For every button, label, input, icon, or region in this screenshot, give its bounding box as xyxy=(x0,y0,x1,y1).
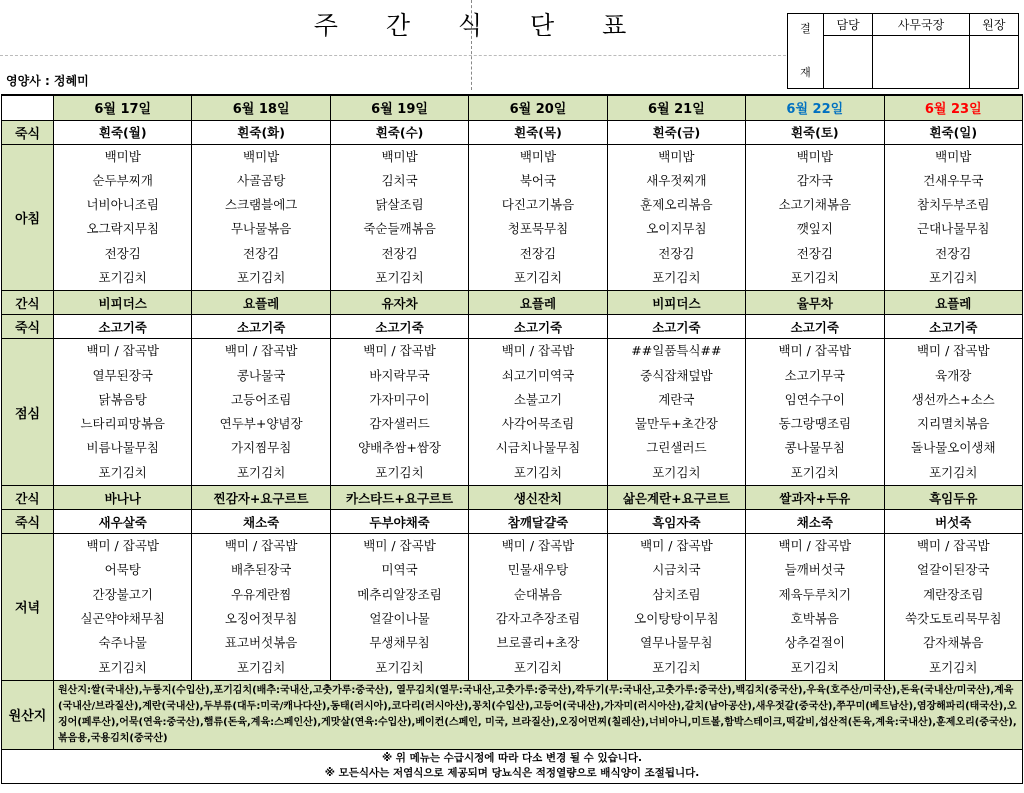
menu-item: 육개장 xyxy=(935,367,972,383)
meal-cell xyxy=(884,534,1022,681)
menu-item: 백미밥 xyxy=(796,148,833,164)
menu-item: 중식잡채덮밥 xyxy=(640,367,713,383)
menu-cell: 소고기죽 xyxy=(607,315,745,339)
menu-item: 쇠고기미역국 xyxy=(501,367,575,383)
menu-item: 전장김 xyxy=(243,245,280,261)
approval-sign-director[interactable] xyxy=(969,36,1018,89)
snack-cell: 흑임두유 xyxy=(884,486,1022,510)
approval-role-staff: 담당 xyxy=(824,14,873,36)
menu-item: 실곤약야채무침 xyxy=(80,610,165,626)
menu-item: 얼갈이된장국 xyxy=(917,562,990,578)
menu-item: 배추된장국 xyxy=(230,562,292,578)
note-line: ※ 모든식사는 저염식으로 제공되며 당뇨식은 적정열량으로 배식양이 조절됩니다. xyxy=(324,767,700,780)
menu-cell: 흰죽(수) xyxy=(330,120,468,144)
menu-item: 백미밥 xyxy=(658,148,695,164)
snack-cell: 유자차 xyxy=(330,291,468,315)
menu-item: 쑥갓도토리묵무침 xyxy=(904,610,1002,626)
menu-item: 느타리피망볶음 xyxy=(80,416,165,432)
menu-cell: 흰죽(금) xyxy=(607,120,745,144)
menu-item: 계란국 xyxy=(658,391,695,407)
menu-item: 포기김치 xyxy=(652,464,701,480)
day-header-saturday: 6월 22일 xyxy=(746,95,884,120)
meal-cell xyxy=(54,339,192,486)
breakfast-row xyxy=(2,144,1023,291)
menu-item: 생선까스+소스 xyxy=(911,391,995,407)
menu-item: 포기김치 xyxy=(236,659,286,675)
menu-item: 백미 / 잡곡밥 xyxy=(916,343,990,359)
notes-row xyxy=(2,749,1023,783)
menu-cell: 소고기죽 xyxy=(330,315,468,339)
menu-cell: 흰죽(토) xyxy=(746,120,884,144)
menu-item: 감자고추장조림 xyxy=(495,610,581,626)
menu-item: 콩나물무침 xyxy=(784,440,846,456)
origin-text: 원산지:쌀(국내산),누룽지(수입산),포기김치(배추:국내산,고춧가루:중국산), 열무김치(열무:국내산,고춧가루:중국산),깍두기(무:국내산,고춧가루:중국산),백김치(중국산),우육(호주산/미국산),돈육(국내산/미국산),계육(국내산/브라질산),계란(국내산),두부류(대두:미국/캐나다산),동태(러시아),코다리(러시아산),꽁치(수입산),고등어(국내산),가자미(러시아산),갈치(남아공산),새우젓갈(중국산),쭈꾸미(베트남산),염장해파리(태국산),오징어(페루산),어묵(연육:중국산),햄류(돈육,계육:스페인산),게맛살(연육:수입산),베이컨(스페인, 미국, 브라질산),오징어먼찌(칠레산),너비아니,미트볼,함박스테이크,떡갈비,섭산적(돈육,계육:국내산),훈제오리(중국산),볶음용,국용김치(중국산) xyxy=(54,680,1023,749)
menu-cell: 흑임자죽 xyxy=(607,510,745,534)
menu-item: 백미 / 잡곡밥 xyxy=(363,343,436,359)
menu-item: 얼갈이나물 xyxy=(369,610,430,626)
menu-item: 바지락무국 xyxy=(369,367,430,383)
meal-cell xyxy=(330,339,468,486)
snack-cell: 찐감자+요구르트 xyxy=(192,486,330,510)
lunch-porridge-row xyxy=(2,315,1023,339)
approval-sign-secretary[interactable] xyxy=(873,36,969,89)
meal-cell xyxy=(330,144,468,291)
menu-item: 청포묵무침 xyxy=(507,221,569,237)
corner-cell xyxy=(2,95,54,120)
menu-cell: 흰죽(화) xyxy=(192,120,330,144)
menu-item: 물만두+초간장 xyxy=(634,416,718,432)
day-header-sunday: 6월 23일 xyxy=(884,95,1022,120)
menu-item: 브로콜리+초장 xyxy=(496,635,580,651)
menu-item: 새우젓찌개 xyxy=(646,172,707,188)
menu-item: 스크램블에그 xyxy=(224,197,298,213)
menu-item: 백미 / 잡곡밥 xyxy=(363,538,436,554)
meal-cell xyxy=(607,534,745,681)
menu-item: 비름나물무침 xyxy=(86,440,159,456)
snack-cell: 비피더스 xyxy=(54,291,192,315)
menu-item: 동그랑땡조림 xyxy=(778,416,852,432)
row-label: 간식 xyxy=(2,291,54,315)
menu-cell: 참깨달걀죽 xyxy=(469,510,607,534)
notes-cell xyxy=(2,749,1023,783)
menu-item: 제육두루치기 xyxy=(778,586,852,602)
menu-item: 감자국 xyxy=(796,172,833,188)
menu-item: 전장김 xyxy=(381,245,418,261)
lunch-row xyxy=(2,339,1023,486)
menu-item: 포기김치 xyxy=(513,269,563,285)
menu-item: 미역국 xyxy=(381,562,418,578)
menu-item: 닭볶음탕 xyxy=(98,391,147,407)
menu-item: 백미 / 잡곡밥 xyxy=(86,538,159,554)
menu-item: 백미밥 xyxy=(935,148,972,164)
menu-item: 백미 / 잡곡밥 xyxy=(224,343,298,359)
menu-item: 포기김치 xyxy=(375,464,424,480)
menu-item: 사각어묵조림 xyxy=(501,416,575,432)
row-label: 죽식 xyxy=(2,510,54,534)
menu-item: 백미 / 잡곡밥 xyxy=(778,538,852,554)
menu-item: 백미 / 잡곡밥 xyxy=(501,343,575,359)
menu-item: 오징어젓무침 xyxy=(224,610,298,626)
meal-cell xyxy=(884,339,1022,486)
menu-item: 건새우무국 xyxy=(923,172,984,188)
menu-item: 백미밥 xyxy=(104,148,141,164)
menu-item: 포기김치 xyxy=(98,464,147,480)
menu-item: 포기김치 xyxy=(236,269,286,285)
note-line: ※ 위 메뉴는 수급시정에 따라 다소 변경 될 수 있습니다. xyxy=(381,752,643,765)
menu-item: 포기김치 xyxy=(375,659,424,675)
menu-item: 다진고기볶음 xyxy=(501,197,575,213)
menu-item: 훈제오리볶음 xyxy=(640,197,713,213)
menu-item: 포기김치 xyxy=(513,464,563,480)
menu-item: 백미 / 잡곡밥 xyxy=(501,538,575,554)
menu-item: 전장김 xyxy=(519,245,557,261)
menu-item: 상추겉절이 xyxy=(784,635,846,651)
meal-cell xyxy=(884,144,1022,291)
menu-item: 돌나물오이생채 xyxy=(911,440,996,456)
meal-cell xyxy=(746,534,884,681)
page-title: 주 간 식 단 표 xyxy=(313,11,647,40)
menu-item: 시금치나물무침 xyxy=(495,440,581,456)
menu-item: 숙주나물 xyxy=(98,635,147,651)
menu-item: 연두부+양념장 xyxy=(219,416,303,432)
menu-item: 김치국 xyxy=(381,172,418,188)
row-label: 죽식 xyxy=(2,120,54,144)
menu-item: 포기김치 xyxy=(652,659,701,675)
menu-item: 백미밥 xyxy=(381,148,418,164)
menu-item: 백미밥 xyxy=(519,148,557,164)
menu-item: 무나물볶음 xyxy=(230,221,292,237)
meal-cell xyxy=(54,144,192,291)
snack-row-1 xyxy=(2,291,1023,315)
page-guide-vertical xyxy=(471,0,472,90)
row-label: 죽식 xyxy=(2,315,54,339)
menu-item: 고등어조림 xyxy=(230,391,292,407)
row-label: 원산지 xyxy=(2,680,54,749)
menu-cell: 채소죽 xyxy=(746,510,884,534)
menu-item: 가자미구이 xyxy=(369,391,430,407)
menu-cell: 소고기죽 xyxy=(469,315,607,339)
row-label: 간식 xyxy=(2,486,54,510)
approval-role-director: 원장 xyxy=(969,14,1018,36)
menu-item: 포기김치 xyxy=(652,269,701,285)
menu-item: 시금치국 xyxy=(652,562,701,578)
day-header: 6월 19일 xyxy=(330,95,468,120)
day-header: 6월 21일 xyxy=(607,95,745,120)
menu-item: 지리멸치볶음 xyxy=(917,416,990,432)
nutritionist-label: 영양사 : 정혜미 xyxy=(6,74,89,88)
approval-label xyxy=(788,14,824,89)
menu-item: 간장불고기 xyxy=(92,586,153,602)
menu-item: 죽순들깨볶음 xyxy=(363,221,436,237)
meal-cell xyxy=(192,144,330,291)
snack-cell: 쌀과자+두유 xyxy=(746,486,884,510)
menu-item: 포기김치 xyxy=(98,269,147,285)
menu-item: 전장김 xyxy=(658,245,695,261)
menu-item: 포기김치 xyxy=(98,659,147,675)
menu-item: 소고기무국 xyxy=(784,367,846,383)
menu-item: 북어국 xyxy=(519,172,557,188)
approval-label-top: 결 xyxy=(800,22,811,35)
menu-item: 무생채무침 xyxy=(369,635,430,651)
meal-cell xyxy=(607,144,745,291)
meal-cell xyxy=(469,339,607,486)
menu-item: 그린샐러드 xyxy=(646,440,707,456)
menu-item: 호박볶음 xyxy=(790,610,839,626)
menu-item: ##일품특식## xyxy=(631,343,722,359)
row-label: 아침 xyxy=(2,144,54,291)
menu-item: 참치두부조림 xyxy=(917,197,990,213)
snack-cell: 생신잔치 xyxy=(469,486,607,510)
meal-cell xyxy=(192,339,330,486)
morning-porridge-row xyxy=(2,120,1023,144)
menu-cell: 소고기죽 xyxy=(746,315,884,339)
day-header: 6월 17일 xyxy=(54,95,192,120)
menu-cell: 소고기죽 xyxy=(884,315,1022,339)
menu-item: 전장김 xyxy=(104,245,141,261)
menu-item: 포기김치 xyxy=(236,464,286,480)
menu-item: 근대나물무침 xyxy=(917,221,990,237)
row-label: 점심 xyxy=(2,339,54,486)
menu-item: 백미 / 잡곡밥 xyxy=(86,343,159,359)
menu-item: 전장김 xyxy=(935,245,972,261)
menu-cell: 채소죽 xyxy=(192,510,330,534)
menu-item: 백미 / 잡곡밥 xyxy=(224,538,298,554)
approval-box xyxy=(787,13,1019,89)
menu-cell: 두부야채죽 xyxy=(330,510,468,534)
page-guide-horizontal xyxy=(0,55,786,56)
menu-item: 포기김치 xyxy=(513,659,563,675)
snack-cell: 요플레 xyxy=(192,291,330,315)
menu-item: 포기김치 xyxy=(375,269,424,285)
menu-item: 민물새우탕 xyxy=(507,562,569,578)
menu-item: 오이지무침 xyxy=(646,221,707,237)
menu-item: 백미 / 잡곡밥 xyxy=(778,343,852,359)
menu-item: 순두부찌개 xyxy=(92,172,153,188)
meal-cell xyxy=(746,144,884,291)
day-header: 6월 18일 xyxy=(192,95,330,120)
menu-item: 포기김치 xyxy=(790,659,839,675)
weekly-menu-table xyxy=(1,94,1023,784)
menu-item: 삼치조림 xyxy=(652,586,701,602)
menu-item: 포기김치 xyxy=(929,464,978,480)
menu-item: 들깨버섯국 xyxy=(784,562,846,578)
meal-cell xyxy=(746,339,884,486)
menu-cell: 흰죽(목) xyxy=(469,120,607,144)
approval-role-secretary: 사무국장 xyxy=(873,14,969,36)
menu-cell: 버섯죽 xyxy=(884,510,1022,534)
menu-cell: 소고기죽 xyxy=(54,315,192,339)
date-header-row xyxy=(2,95,1023,120)
snack-cell: 바나나 xyxy=(54,486,192,510)
dinner-porridge-row xyxy=(2,510,1023,534)
snack-cell: 율무차 xyxy=(746,291,884,315)
menu-item: 열무나물무침 xyxy=(640,635,713,651)
menu-item: 표고버섯볶음 xyxy=(224,635,298,651)
meal-cell xyxy=(607,339,745,486)
menu-item: 감자채볶음 xyxy=(923,635,984,651)
menu-item: 사골곰탕 xyxy=(236,172,286,188)
day-header: 6월 20일 xyxy=(469,95,607,120)
menu-item: 계란장조림 xyxy=(923,586,984,602)
menu-item: 열무된장국 xyxy=(92,367,153,383)
menu-item: 양배추쌈+쌈장 xyxy=(358,440,442,456)
menu-item: 소불고기 xyxy=(513,391,563,407)
menu-item: 백미 / 잡곡밥 xyxy=(916,538,990,554)
meal-cell xyxy=(469,534,607,681)
menu-item: 깻잎지 xyxy=(796,221,833,237)
approval-sign-staff[interactable] xyxy=(824,36,873,89)
menu-item: 오이탕탕이무침 xyxy=(634,610,719,626)
menu-item: 우유계란찜 xyxy=(230,586,292,602)
menu-cell: 새우살죽 xyxy=(54,510,192,534)
menu-item: 오그락지무침 xyxy=(86,221,159,237)
dinner-row xyxy=(2,534,1023,681)
menu-item: 포기김치 xyxy=(929,269,978,285)
snack-row-2 xyxy=(2,486,1023,510)
snack-cell: 요플레 xyxy=(884,291,1022,315)
menu-item: 백미 / 잡곡밥 xyxy=(640,538,713,554)
menu-item: 포기김치 xyxy=(790,269,839,285)
approval-label-bottom: 재 xyxy=(800,66,811,79)
meal-cell xyxy=(330,534,468,681)
row-label: 저녁 xyxy=(2,534,54,681)
menu-item: 콩나물국 xyxy=(236,367,286,383)
menu-item: 닭살조림 xyxy=(375,197,424,213)
snack-cell: 비피더스 xyxy=(607,291,745,315)
menu-item: 순대볶음 xyxy=(513,586,563,602)
origin-row xyxy=(2,680,1023,749)
menu-cell: 흰죽(월) xyxy=(54,120,192,144)
menu-item: 감자샐러드 xyxy=(369,416,430,432)
menu-item: 소고기채볶음 xyxy=(778,197,852,213)
menu-item: 전장김 xyxy=(796,245,833,261)
menu-item: 어묵탕 xyxy=(104,562,141,578)
menu-item: 가지찜무침 xyxy=(230,440,292,456)
menu-item: 임연수구이 xyxy=(784,391,846,407)
meal-cell xyxy=(469,144,607,291)
menu-item: 메추리알장조림 xyxy=(357,586,442,602)
meal-cell xyxy=(192,534,330,681)
menu-item: 포기김치 xyxy=(929,659,978,675)
menu-cell: 소고기죽 xyxy=(192,315,330,339)
snack-cell: 삶은계란+요구르트 xyxy=(607,486,745,510)
menu-item: 포기김치 xyxy=(790,464,839,480)
menu-cell: 흰죽(일) xyxy=(884,120,1022,144)
snack-cell: 요플레 xyxy=(469,291,607,315)
snack-cell: 카스타드+요구르트 xyxy=(330,486,468,510)
menu-item: 백미밥 xyxy=(243,148,280,164)
menu-item: 너비아니조림 xyxy=(86,197,159,213)
meal-cell xyxy=(54,534,192,681)
